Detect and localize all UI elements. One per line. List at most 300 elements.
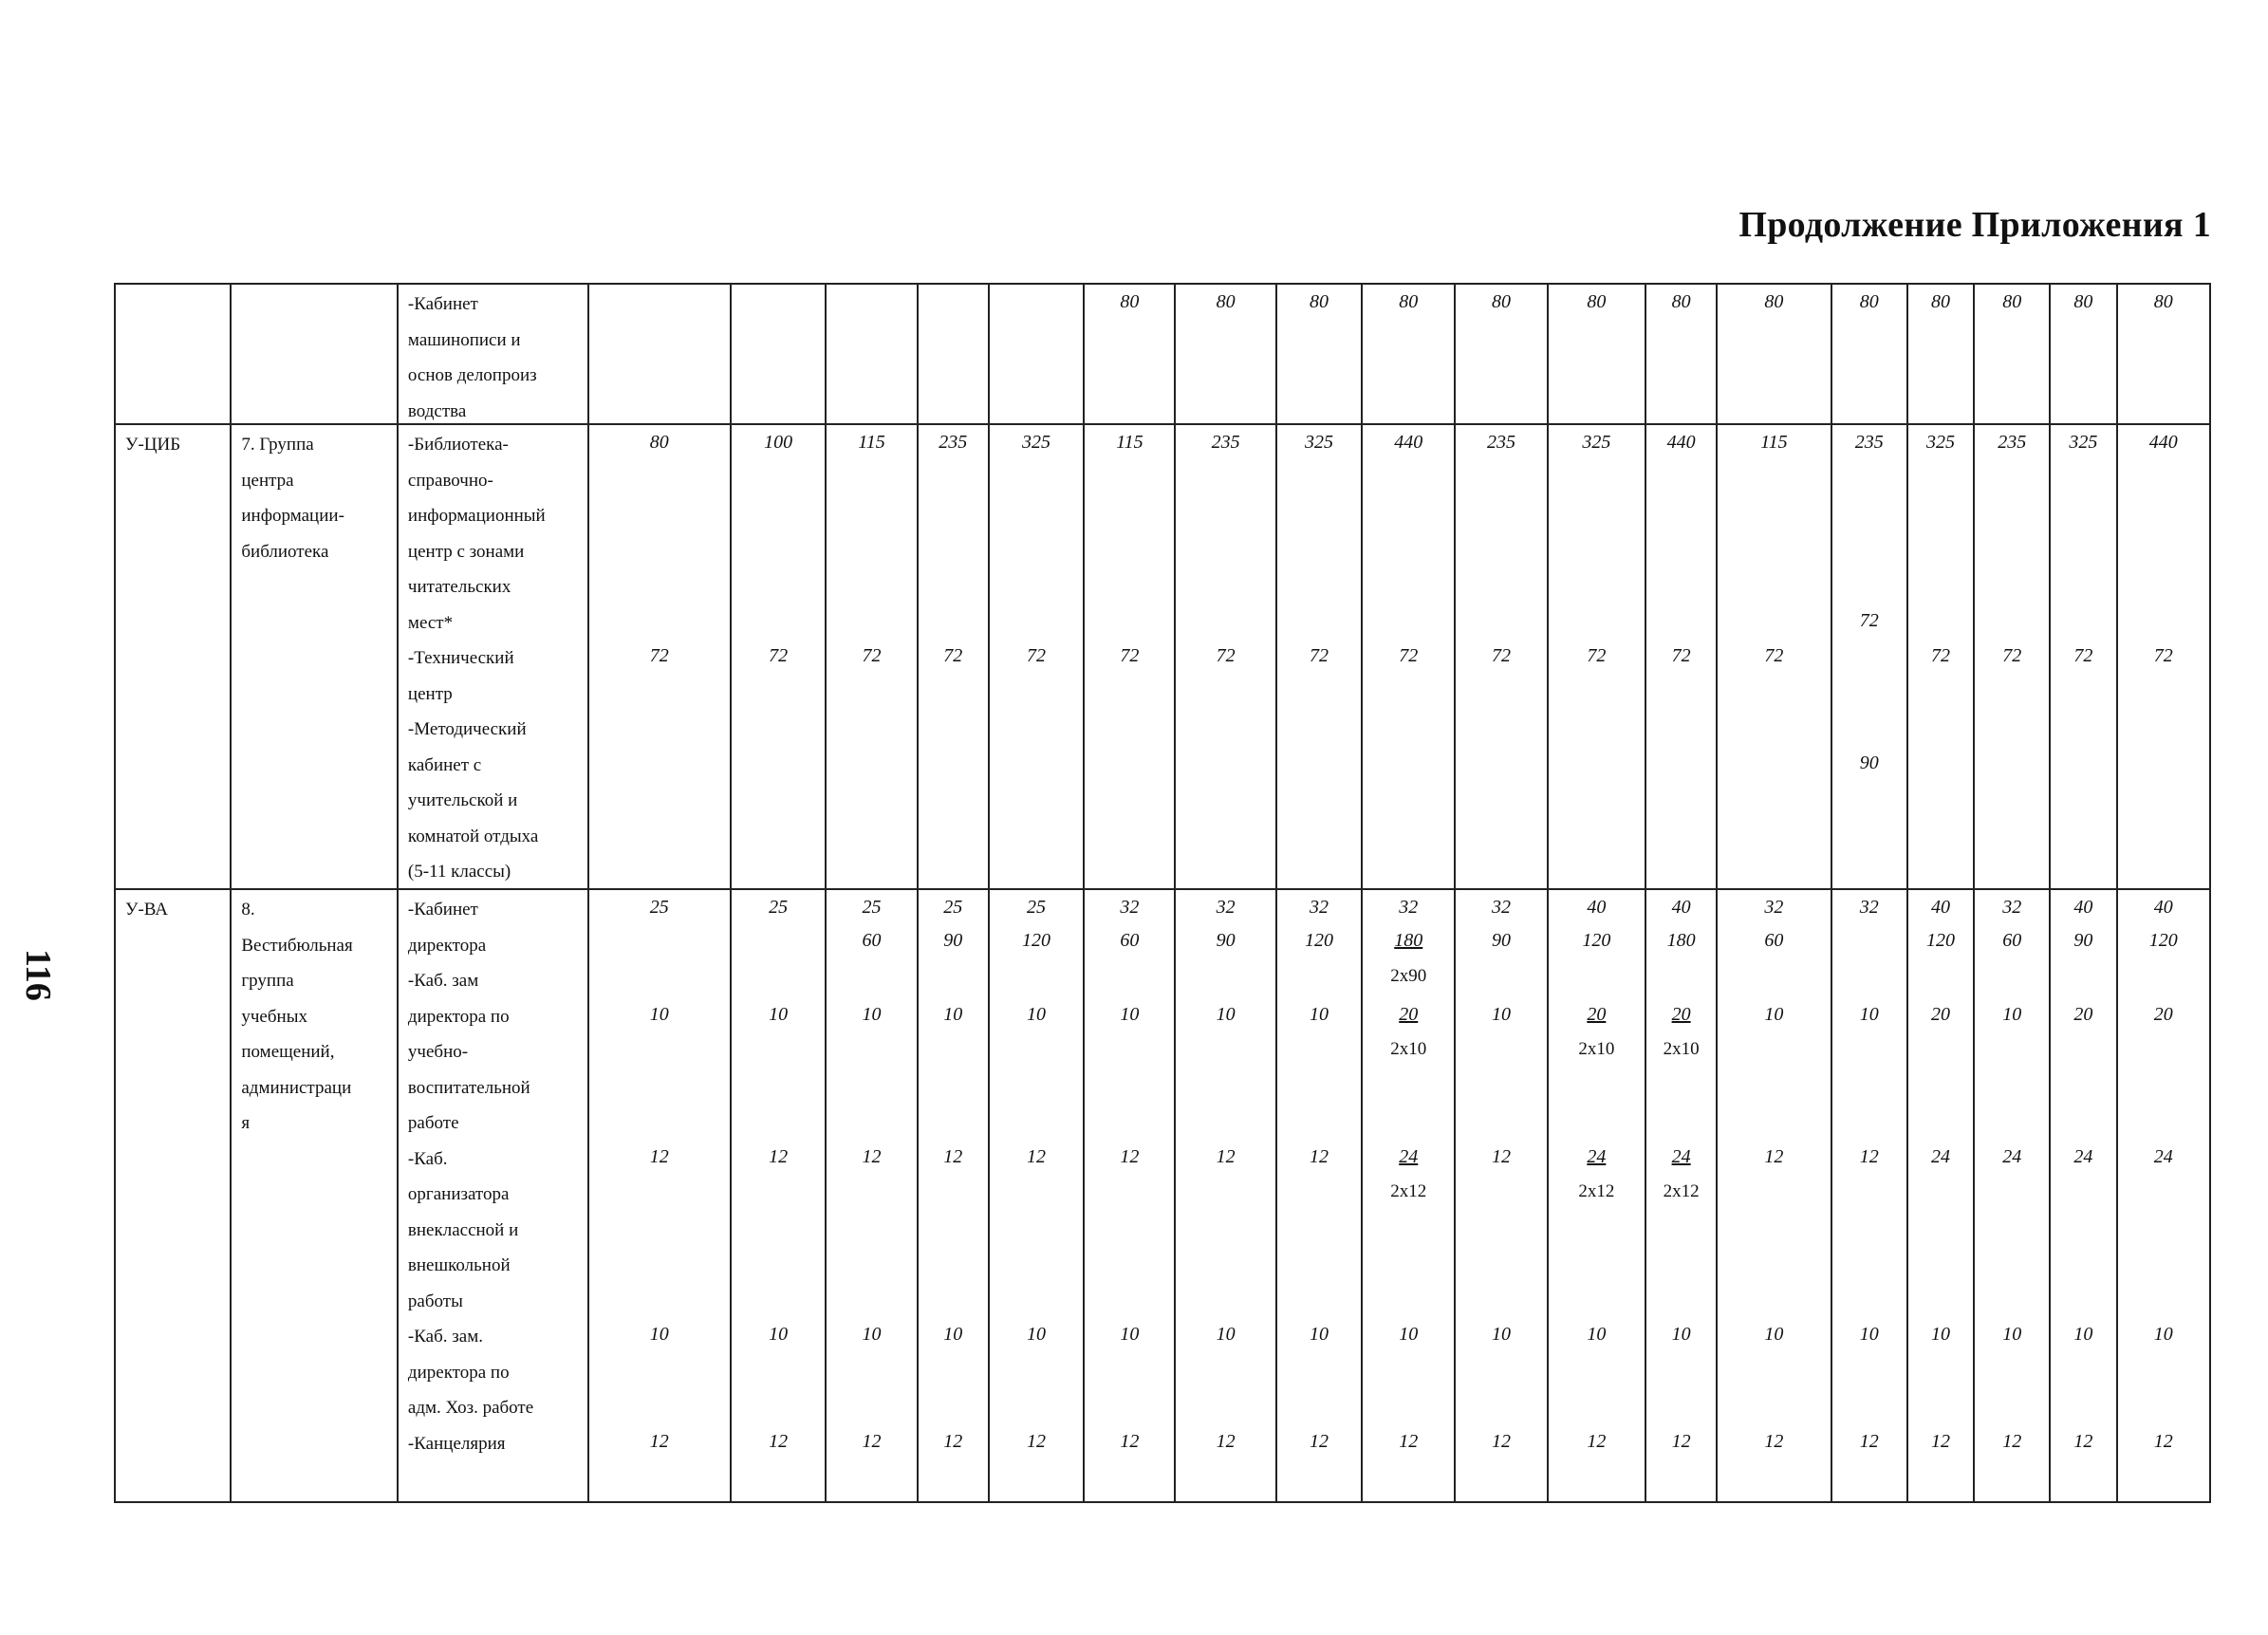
cell-value: 325: [1022, 432, 1051, 453]
cell-value: 12: [2153, 1430, 2173, 1452]
value-cell: [588, 889, 731, 1502]
cell-value: 115: [858, 432, 885, 453]
cell-value: 180: [1394, 930, 1423, 951]
description-line: -Каб.: [407, 1148, 448, 1169]
description-line: директора: [407, 935, 487, 956]
cell-value: 60: [862, 930, 882, 951]
cell-value: 12: [1027, 1430, 1047, 1452]
cell-subvalue: 2х10: [1578, 1039, 1615, 1059]
row-description-wrap: [399, 890, 587, 1501]
value-cell: [1717, 284, 1831, 424]
group-line: информации-: [241, 506, 344, 526]
cell-value: 72: [943, 645, 963, 666]
value-cell-wrap: [1456, 285, 1546, 423]
cell-value: 325: [1304, 432, 1333, 453]
value-cell: [1455, 284, 1547, 424]
description-line: мест*: [407, 612, 454, 633]
value-cell-wrap: [919, 285, 988, 423]
table-row: [115, 424, 2210, 889]
value-cell: [918, 889, 989, 1502]
cell-value: 10: [862, 1003, 882, 1025]
row-group-wrap: [232, 425, 397, 888]
row-code-cell: [115, 889, 231, 1502]
value-cell: [1276, 889, 1362, 1502]
row-group-wrap: [232, 890, 397, 1501]
value-cell: [1645, 889, 1717, 1502]
cell-value: 440: [1666, 432, 1696, 453]
description-line: директора по: [407, 1006, 510, 1027]
value-cell: [588, 424, 731, 889]
value-cell: [1645, 424, 1717, 951]
cell-value: 80: [2153, 291, 2173, 312]
cell-value: 60: [2002, 930, 2022, 951]
cell-value: 90: [943, 930, 963, 951]
row-description-cell: [398, 889, 588, 1502]
value-cell-wrap: [1176, 285, 1274, 423]
value-cell: [731, 284, 826, 424]
value-cell: [1276, 284, 1362, 424]
cell-value: 80: [1764, 291, 1784, 312]
value-cell-wrap: [732, 425, 825, 888]
value-cell-wrap: [2118, 890, 2209, 1501]
description-line: -Каб. зам.: [407, 1327, 483, 1347]
cell-value: 72: [1120, 645, 1140, 666]
row-description-cell: [398, 284, 588, 424]
group-line: центра: [241, 470, 294, 491]
group-line: помещений,: [241, 1042, 335, 1062]
group-line: группа: [241, 971, 294, 991]
value-cell: [1548, 889, 1645, 1502]
cell-value: 325: [2069, 432, 2098, 453]
value-cell: [989, 889, 1084, 1502]
cell-value: 115: [1760, 432, 1788, 453]
cell-value: 100: [764, 432, 793, 453]
cell-value: 10: [1309, 1003, 1329, 1025]
value-cell: [989, 284, 1084, 424]
cell-value: 10: [769, 1324, 789, 1345]
cell-value: 235: [939, 432, 968, 453]
cell-subvalue: 2х10: [1390, 1039, 1427, 1059]
cell-value: 80: [1492, 291, 1512, 312]
cell-value: 10: [862, 1324, 882, 1345]
cell-value: 440: [1394, 432, 1423, 453]
cell-value: 10: [1492, 1324, 1512, 1345]
value-cell-wrap: [1549, 890, 1645, 1501]
cell-value: 235: [1998, 432, 2027, 453]
cell-value: 10: [1930, 1324, 1950, 1345]
group-line: библиотека: [241, 541, 329, 562]
description-line: (5-11 классы): [407, 862, 511, 882]
cell-value: 72: [1671, 645, 1691, 666]
value-cell-wrap: [919, 890, 988, 1501]
value-cell: [731, 889, 826, 1502]
cell-value: 12: [1764, 1145, 1784, 1167]
value-cell: [1175, 284, 1275, 424]
table-row: [115, 284, 2210, 424]
cell-value: 12: [1859, 1145, 1879, 1167]
cell-value: 10: [1587, 1324, 1607, 1345]
cell-value: 12: [862, 1145, 882, 1167]
description-line: адм. Хоз. работе: [407, 1398, 534, 1418]
cell-value: 12: [1399, 1430, 1419, 1452]
cell-value: 80: [1930, 291, 1950, 312]
value-cell-wrap: [990, 285, 1083, 423]
value-cell: [1276, 424, 1362, 951]
value-cell-wrap: [1646, 890, 1716, 1501]
cell-value: 32: [1120, 897, 1140, 918]
cell-value: 25: [769, 897, 789, 918]
cell-value: 12: [1120, 1145, 1140, 1167]
cell-value: 12: [2073, 1430, 2093, 1452]
value-cell-wrap: [1456, 890, 1546, 1501]
cell-value: 12: [649, 1145, 669, 1167]
description-line: машинописи и: [407, 329, 521, 350]
cell-value: 235: [1854, 432, 1884, 453]
description-line: -Кабинет: [407, 900, 478, 920]
value-cell: [989, 424, 1084, 951]
cell-value: 25: [943, 897, 963, 918]
cell-value: 115: [1116, 432, 1143, 453]
value-cell: [1831, 284, 1907, 424]
description-line: основ делопроиз: [407, 365, 537, 385]
value-cell-wrap: [990, 425, 1083, 951]
row-code-wrap: [116, 890, 230, 1501]
cell-value: 12: [943, 1145, 963, 1167]
value-cell-wrap: [1646, 285, 1716, 423]
cell-value: 72: [862, 645, 882, 666]
cell-value: 80: [2073, 291, 2093, 312]
cell-value: 440: [2148, 432, 2178, 453]
data-table: [114, 283, 2211, 1503]
cell-value: 24: [2073, 1145, 2093, 1167]
value-cell-wrap: [1718, 285, 1830, 423]
cell-value: 72: [769, 645, 789, 666]
cell-value: 72: [1764, 645, 1784, 666]
description-line: читательских: [407, 577, 511, 597]
value-cell: [1084, 889, 1175, 1502]
cell-value: 32: [1216, 897, 1236, 918]
cell-value: 72: [649, 645, 669, 666]
value-cell: [2117, 424, 2210, 951]
value-cell: [2117, 284, 2210, 424]
cell-value: 12: [1120, 1430, 1140, 1452]
description-line: -Библиотека-: [407, 435, 509, 455]
group-line: администраци: [241, 1077, 352, 1098]
value-cell-wrap: [827, 890, 916, 1501]
row-code: У-ВА: [125, 900, 168, 920]
description-line: организатора: [407, 1184, 510, 1204]
value-cell: [1362, 889, 1455, 1502]
value-cell: [1831, 889, 1907, 1502]
cell-value: 32: [1764, 897, 1784, 918]
value-cell-wrap: [1832, 890, 1906, 1501]
value-cell-wrap: [1085, 890, 1174, 1501]
value-cell: [1084, 284, 1175, 424]
cell-value: 20: [1399, 1003, 1419, 1025]
cell-value: 24: [1930, 1145, 1950, 1167]
value-cell-wrap: [2118, 425, 2209, 951]
cell-value: 12: [2002, 1430, 2022, 1452]
value-cell-wrap: [2051, 285, 2115, 423]
description-line: внешкольной: [407, 1255, 511, 1275]
value-cell: [1455, 889, 1547, 1502]
value-cell: [1831, 424, 1907, 889]
value-cell-wrap: [990, 890, 1083, 1501]
value-cell-wrap: [1832, 425, 1906, 888]
cell-value: 10: [943, 1003, 963, 1025]
value-cell-wrap: [1277, 425, 1361, 951]
value-cell-wrap: [1908, 890, 1973, 1501]
cell-value: 10: [1216, 1324, 1236, 1345]
value-cell-wrap: [1176, 890, 1274, 1501]
description-line: работы: [407, 1291, 463, 1311]
value-cell-wrap: [589, 890, 730, 1501]
value-cell-wrap: [1363, 890, 1454, 1501]
cell-value: 10: [1764, 1003, 1784, 1025]
value-cell: [1548, 284, 1645, 424]
cell-value: 40: [2153, 897, 2173, 918]
value-cell-wrap: [2051, 890, 2115, 1501]
value-cell: [2117, 889, 2210, 1502]
cell-value: 32: [1859, 897, 1879, 918]
cell-value: 12: [1027, 1145, 1047, 1167]
cell-value: 40: [1930, 897, 1950, 918]
description-line: комнатой отдыха: [407, 826, 539, 846]
cell-value: 25: [862, 897, 882, 918]
cell-value: 24: [1399, 1145, 1419, 1167]
cell-value: 120: [1925, 930, 1955, 951]
cell-value: 40: [1671, 897, 1691, 918]
value-cell-wrap: [589, 425, 730, 888]
cell-value: 20: [1930, 1003, 1950, 1025]
value-cell-wrap: [1832, 285, 1906, 423]
value-cell-wrap: [1718, 890, 1830, 1501]
cell-value: 10: [2073, 1324, 2093, 1345]
cell-value: 10: [769, 1003, 789, 1025]
cell-value: 80: [1399, 291, 1419, 312]
cell-value: 325: [1582, 432, 1611, 453]
cell-value: 120: [1304, 930, 1333, 951]
value-cell: [2050, 284, 2116, 424]
value-cell: [731, 424, 826, 889]
value-cell-wrap: [1975, 285, 2049, 423]
cell-value: 72: [1399, 645, 1419, 666]
cell-subvalue: 2х12: [1578, 1181, 1615, 1201]
value-cell: [2050, 889, 2116, 1502]
cell-value: 10: [1027, 1324, 1047, 1345]
cell-value: 10: [1859, 1324, 1879, 1345]
description-line: -Методический: [407, 719, 527, 739]
page-heading: Продолжение Приложения 1: [1738, 205, 2211, 245]
cell-value: 72: [1309, 645, 1329, 666]
cell-value: 90: [2073, 930, 2093, 951]
value-cell: [1362, 284, 1455, 424]
row-code-wrap: [116, 425, 230, 888]
cell-value: 40: [1587, 897, 1607, 918]
value-cell: [1907, 284, 1974, 424]
cell-value: 32: [1399, 897, 1419, 918]
row-description-wrap: [399, 285, 587, 423]
cell-value: 12: [1859, 1430, 1879, 1452]
cell-value: 12: [1216, 1145, 1236, 1167]
row-code-cell: [115, 424, 231, 889]
value-cell: [826, 284, 917, 424]
cell-value: 180: [1666, 930, 1696, 951]
value-cell: [1645, 284, 1717, 424]
table-row: [115, 889, 2210, 1502]
description-line: -Канцелярия: [407, 1433, 506, 1454]
cell-value: 20: [2153, 1003, 2173, 1025]
cell-value: 24: [1671, 1145, 1691, 1167]
cell-value: 72: [1027, 645, 1047, 666]
value-cell-wrap: [1975, 890, 2049, 1501]
cell-value: 12: [1671, 1430, 1691, 1452]
value-cell-wrap: [1085, 285, 1174, 423]
description-line: центр: [407, 683, 453, 704]
cell-value: 72: [1216, 645, 1236, 666]
value-cell: [1974, 284, 2050, 424]
row-code: У-ЦИБ: [125, 435, 181, 455]
cell-value: 12: [862, 1430, 882, 1452]
row-group-cell: [231, 889, 398, 1502]
description-line: -Кабинет: [407, 294, 478, 314]
cell-value: 12: [1764, 1430, 1784, 1452]
cell-value: 10: [1492, 1003, 1512, 1025]
cell-value: 10: [2153, 1324, 2173, 1345]
cell-subvalue: 2х12: [1390, 1181, 1427, 1201]
row-group-wrap: [232, 285, 397, 423]
cell-value: 60: [1120, 930, 1140, 951]
cell-value: 12: [649, 1430, 669, 1452]
value-cell-wrap: [2118, 285, 2209, 423]
cell-value: 32: [2002, 897, 2022, 918]
row-description-wrap: [399, 425, 587, 888]
value-cell: [1175, 889, 1275, 1502]
cell-value: 90: [1492, 930, 1512, 951]
cell-value: 10: [1859, 1003, 1879, 1025]
description-line: воспитательной: [407, 1077, 530, 1098]
cell-value: 20: [1671, 1003, 1691, 1025]
cell-value: 10: [1120, 1003, 1140, 1025]
cell-value: 12: [1216, 1430, 1236, 1452]
cell-value: 10: [943, 1324, 963, 1345]
cell-value: 80: [2002, 291, 2022, 312]
cell-value: 12: [1492, 1430, 1512, 1452]
cell-value: 10: [1399, 1324, 1419, 1345]
cell-value: 10: [1764, 1324, 1784, 1345]
value-cell: [826, 889, 917, 1502]
row-group-cell: [231, 424, 398, 889]
cell-value: 90: [1216, 930, 1236, 951]
cell-value: 10: [2002, 1003, 2022, 1025]
value-cell: [918, 284, 989, 424]
cell-value: 25: [649, 897, 669, 918]
cell-value: 12: [1587, 1430, 1607, 1452]
cell-value: 325: [1925, 432, 1955, 453]
cell-value: 12: [1930, 1430, 1950, 1452]
cell-value: 80: [649, 432, 669, 453]
value-cell-wrap: [1549, 285, 1645, 423]
description-line: водства: [407, 400, 467, 421]
cell-value: 80: [1587, 291, 1607, 312]
row-code-wrap: [116, 285, 230, 423]
group-line: Вестибюльная: [241, 935, 353, 956]
cell-value: 40: [2073, 897, 2093, 918]
value-cell-wrap: [1646, 425, 1716, 951]
cell-value: 80: [1671, 291, 1691, 312]
description-line: директора по: [407, 1362, 510, 1383]
description-line: учительской и: [407, 790, 518, 810]
value-cell: [588, 284, 731, 424]
cell-value: 12: [1492, 1145, 1512, 1167]
description-line: -Технический: [407, 648, 514, 668]
cell-value: 120: [2148, 930, 2178, 951]
value-cell-wrap: [589, 285, 730, 423]
value-cell: [1974, 889, 2050, 1502]
cell-value: 72: [1587, 645, 1607, 666]
cell-value: 120: [1022, 930, 1051, 951]
cell-value: 12: [769, 1145, 789, 1167]
cell-value: 72: [1492, 645, 1512, 666]
description-line: кабинет с: [407, 754, 482, 775]
value-cell-wrap: [732, 890, 825, 1501]
cell-value: 80: [1859, 291, 1879, 312]
cell-value: 12: [1309, 1430, 1329, 1452]
group-line: я: [241, 1113, 251, 1133]
value-cell: [1717, 889, 1831, 1502]
value-cell: [1907, 889, 1974, 1502]
cell-subvalue: 2х90: [1390, 965, 1427, 986]
description-line: учебно-: [407, 1042, 469, 1062]
page-number: 116: [18, 949, 58, 1001]
cell-value: 80: [1216, 291, 1236, 312]
group-line: учебных: [241, 1006, 307, 1027]
cell-value: 72: [1859, 609, 1879, 631]
value-cell-wrap: [827, 285, 916, 423]
cell-value: 235: [1487, 432, 1516, 453]
description-line: -Каб. зам: [407, 971, 479, 991]
cell-value: 12: [943, 1430, 963, 1452]
cell-value: 10: [649, 1003, 669, 1025]
value-cell-wrap: [1277, 285, 1361, 423]
row-code-cell: [115, 284, 231, 424]
cell-value: 80: [1309, 291, 1329, 312]
cell-value: 90: [1859, 752, 1879, 773]
cell-value: 10: [1027, 1003, 1047, 1025]
cell-value: 10: [1309, 1324, 1329, 1345]
value-cell-wrap: [1277, 890, 1361, 1501]
cell-value: 72: [1930, 645, 1950, 666]
description-line: справочно-: [407, 470, 493, 491]
group-line: 8.: [241, 900, 255, 920]
cell-value: 24: [2153, 1145, 2173, 1167]
description-line: информационный: [407, 506, 546, 526]
cell-value: 80: [1120, 291, 1140, 312]
cell-value: 10: [1671, 1324, 1691, 1345]
description-line: внеклассной и: [407, 1219, 519, 1240]
cell-value: 72: [2002, 645, 2022, 666]
cell-value: 24: [1587, 1145, 1607, 1167]
cell-value: 235: [1211, 432, 1240, 453]
cell-value: 72: [2073, 645, 2093, 666]
cell-value: 120: [1582, 930, 1611, 951]
row-group-cell: [231, 284, 398, 424]
value-cell-wrap: [732, 285, 825, 423]
row-description-cell: [398, 424, 588, 889]
cell-subvalue: 2х10: [1663, 1039, 1700, 1059]
cell-value: 20: [2073, 1003, 2093, 1025]
cell-value: 32: [1309, 897, 1329, 918]
